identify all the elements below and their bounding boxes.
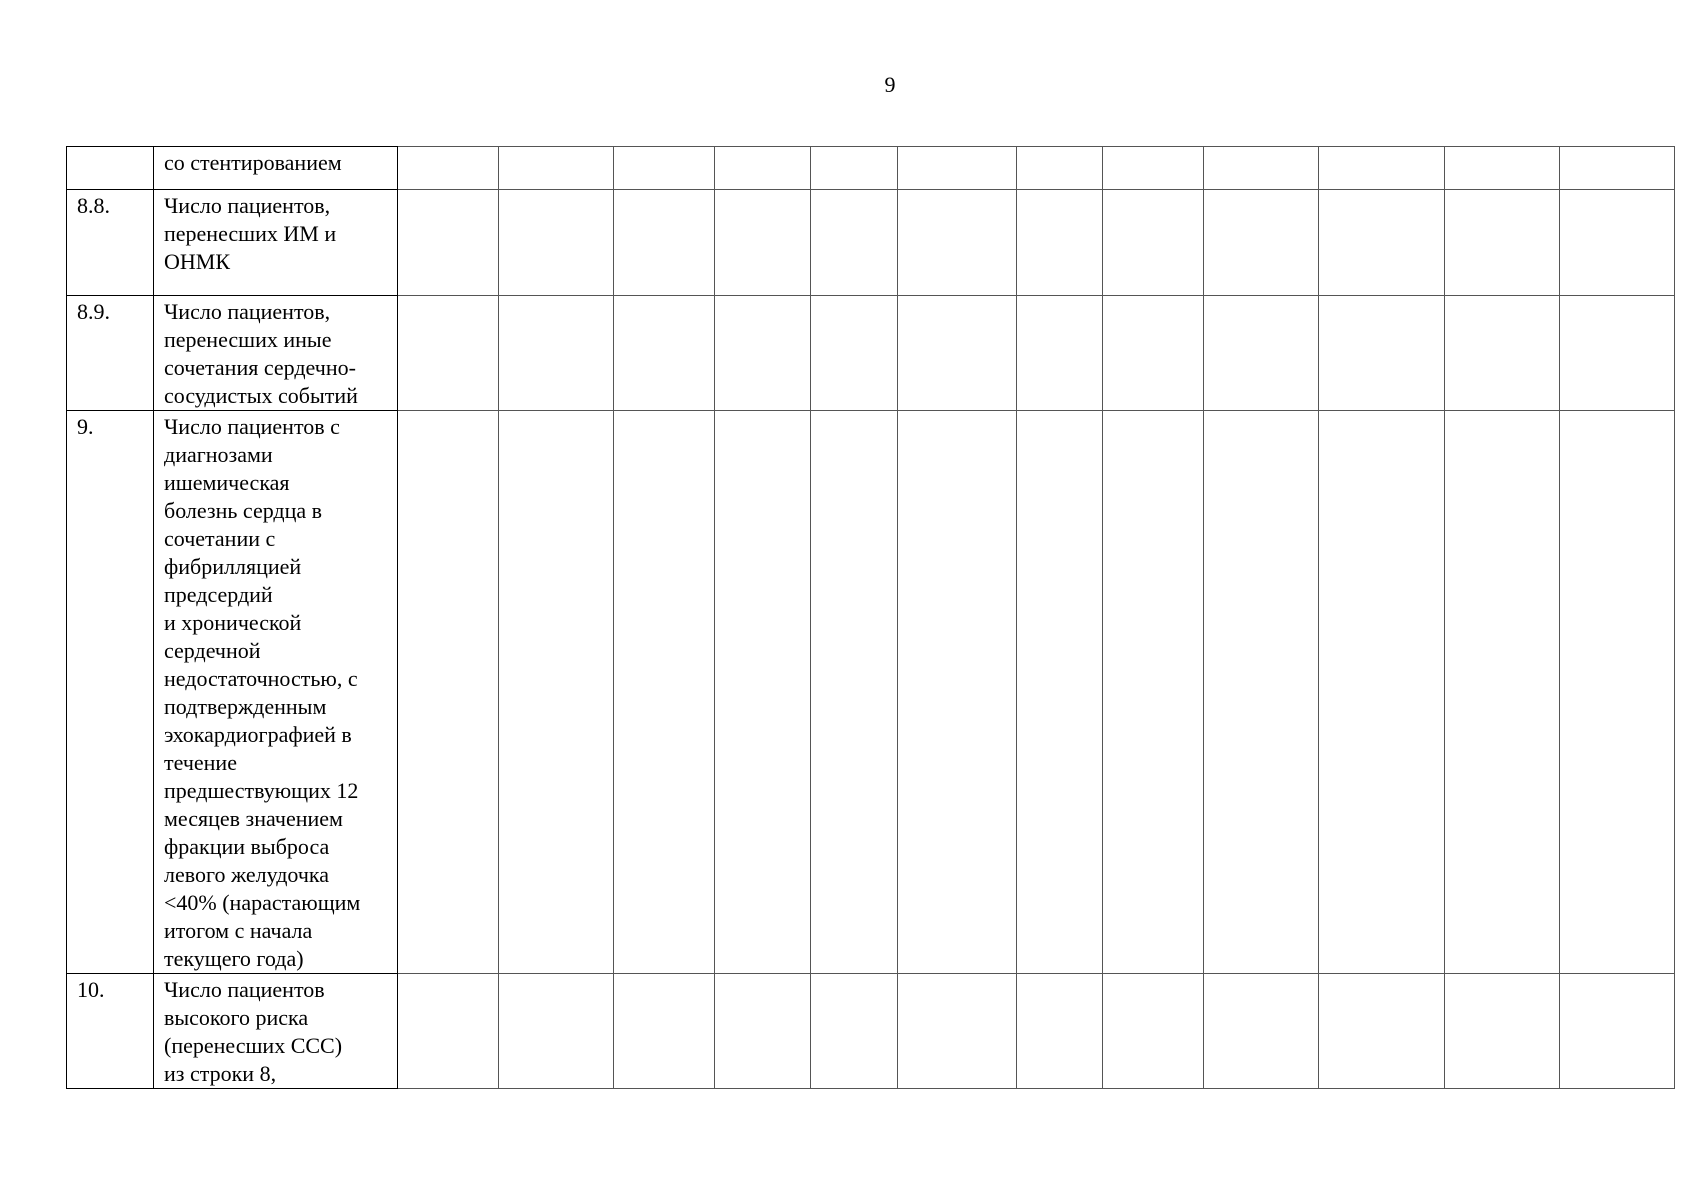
empty-cell[interactable] — [1017, 296, 1103, 411]
empty-cell[interactable] — [1445, 147, 1560, 190]
empty-cell[interactable] — [1560, 411, 1675, 974]
empty-cell[interactable] — [1445, 411, 1560, 974]
row-label: со стентированием — [154, 147, 398, 190]
row-label: Число пациентов с диагнозами ишемическая болезнь сердца в сочетании с фибрилляцией предсердий и хронической сердечной недостаточностью, с подтвержденным эхокардиографией в течение предшествующих 12 месяцев значением фракции выброса левого желудочка <40% (нарастающим итогом с начала текущего года) — [154, 411, 398, 974]
empty-cell[interactable] — [1319, 147, 1445, 190]
row-number — [67, 147, 154, 190]
table-row — [67, 190, 1675, 296]
empty-cell[interactable] — [898, 190, 1017, 296]
empty-cell[interactable] — [715, 974, 811, 1089]
row-number: 8.9. — [67, 296, 154, 411]
empty-cell[interactable] — [499, 411, 614, 974]
empty-cell[interactable] — [1017, 147, 1103, 190]
table-body — [67, 147, 1675, 1089]
empty-cell[interactable] — [811, 147, 898, 190]
empty-cell[interactable] — [1445, 974, 1560, 1089]
empty-cell[interactable] — [1445, 190, 1560, 296]
empty-cell[interactable] — [811, 974, 898, 1089]
table-row — [67, 411, 1675, 974]
empty-cell[interactable] — [715, 147, 811, 190]
empty-cell[interactable] — [1204, 147, 1319, 190]
row-label: Число пациентов, перенесших иные сочетания сердечно- сосудистых событий — [154, 296, 398, 411]
empty-cell[interactable] — [1103, 411, 1204, 974]
empty-cell[interactable] — [715, 190, 811, 296]
empty-cell[interactable] — [898, 147, 1017, 190]
table-row — [67, 296, 1675, 411]
row-number: 8.8. — [67, 190, 154, 296]
empty-cell[interactable] — [614, 411, 715, 974]
table-row — [67, 147, 1675, 190]
row-number: 10. — [67, 974, 154, 1089]
empty-cell[interactable] — [1017, 190, 1103, 296]
empty-cell[interactable] — [1560, 190, 1675, 296]
page-number: 9 — [884, 72, 896, 97]
empty-cell[interactable] — [499, 296, 614, 411]
empty-cell[interactable] — [1319, 974, 1445, 1089]
empty-cell[interactable] — [1017, 974, 1103, 1089]
empty-cell[interactable] — [398, 296, 499, 411]
empty-cell[interactable] — [1560, 974, 1675, 1089]
row-number: 9. — [67, 411, 154, 974]
report-table — [66, 146, 1675, 1089]
empty-cell[interactable] — [1560, 147, 1675, 190]
empty-cell[interactable] — [499, 147, 614, 190]
empty-cell[interactable] — [898, 411, 1017, 974]
empty-cell[interactable] — [614, 190, 715, 296]
empty-cell[interactable] — [398, 974, 499, 1089]
row-label: Число пациентов высокого риска (перенесших ССС) из строки 8, — [154, 974, 398, 1089]
empty-cell[interactable] — [715, 296, 811, 411]
empty-cell[interactable] — [1103, 190, 1204, 296]
empty-cell[interactable] — [1204, 190, 1319, 296]
empty-cell[interactable] — [499, 190, 614, 296]
empty-cell[interactable] — [1204, 974, 1319, 1089]
empty-cell[interactable] — [1204, 411, 1319, 974]
empty-cell[interactable] — [811, 411, 898, 974]
empty-cell[interactable] — [1560, 296, 1675, 411]
empty-cell[interactable] — [1319, 296, 1445, 411]
empty-cell[interactable] — [1319, 190, 1445, 296]
empty-cell[interactable] — [614, 974, 715, 1089]
empty-cell[interactable] — [898, 974, 1017, 1089]
empty-cell[interactable] — [398, 411, 499, 974]
empty-cell[interactable] — [614, 296, 715, 411]
empty-cell[interactable] — [1103, 296, 1204, 411]
empty-cell[interactable] — [1445, 296, 1560, 411]
empty-cell[interactable] — [398, 190, 499, 296]
empty-cell[interactable] — [715, 411, 811, 974]
empty-cell[interactable] — [1017, 411, 1103, 974]
empty-cell[interactable] — [811, 296, 898, 411]
empty-cell[interactable] — [499, 974, 614, 1089]
empty-cell[interactable] — [1204, 296, 1319, 411]
table-row — [67, 974, 1675, 1089]
empty-cell[interactable] — [1103, 974, 1204, 1089]
row-label: Число пациентов, перенесших ИМ и ОНМК — [154, 190, 398, 296]
empty-cell[interactable] — [614, 147, 715, 190]
empty-cell[interactable] — [898, 296, 1017, 411]
empty-cell[interactable] — [1103, 147, 1204, 190]
empty-cell[interactable] — [398, 147, 499, 190]
empty-cell[interactable] — [1319, 411, 1445, 974]
empty-cell[interactable] — [811, 190, 898, 296]
